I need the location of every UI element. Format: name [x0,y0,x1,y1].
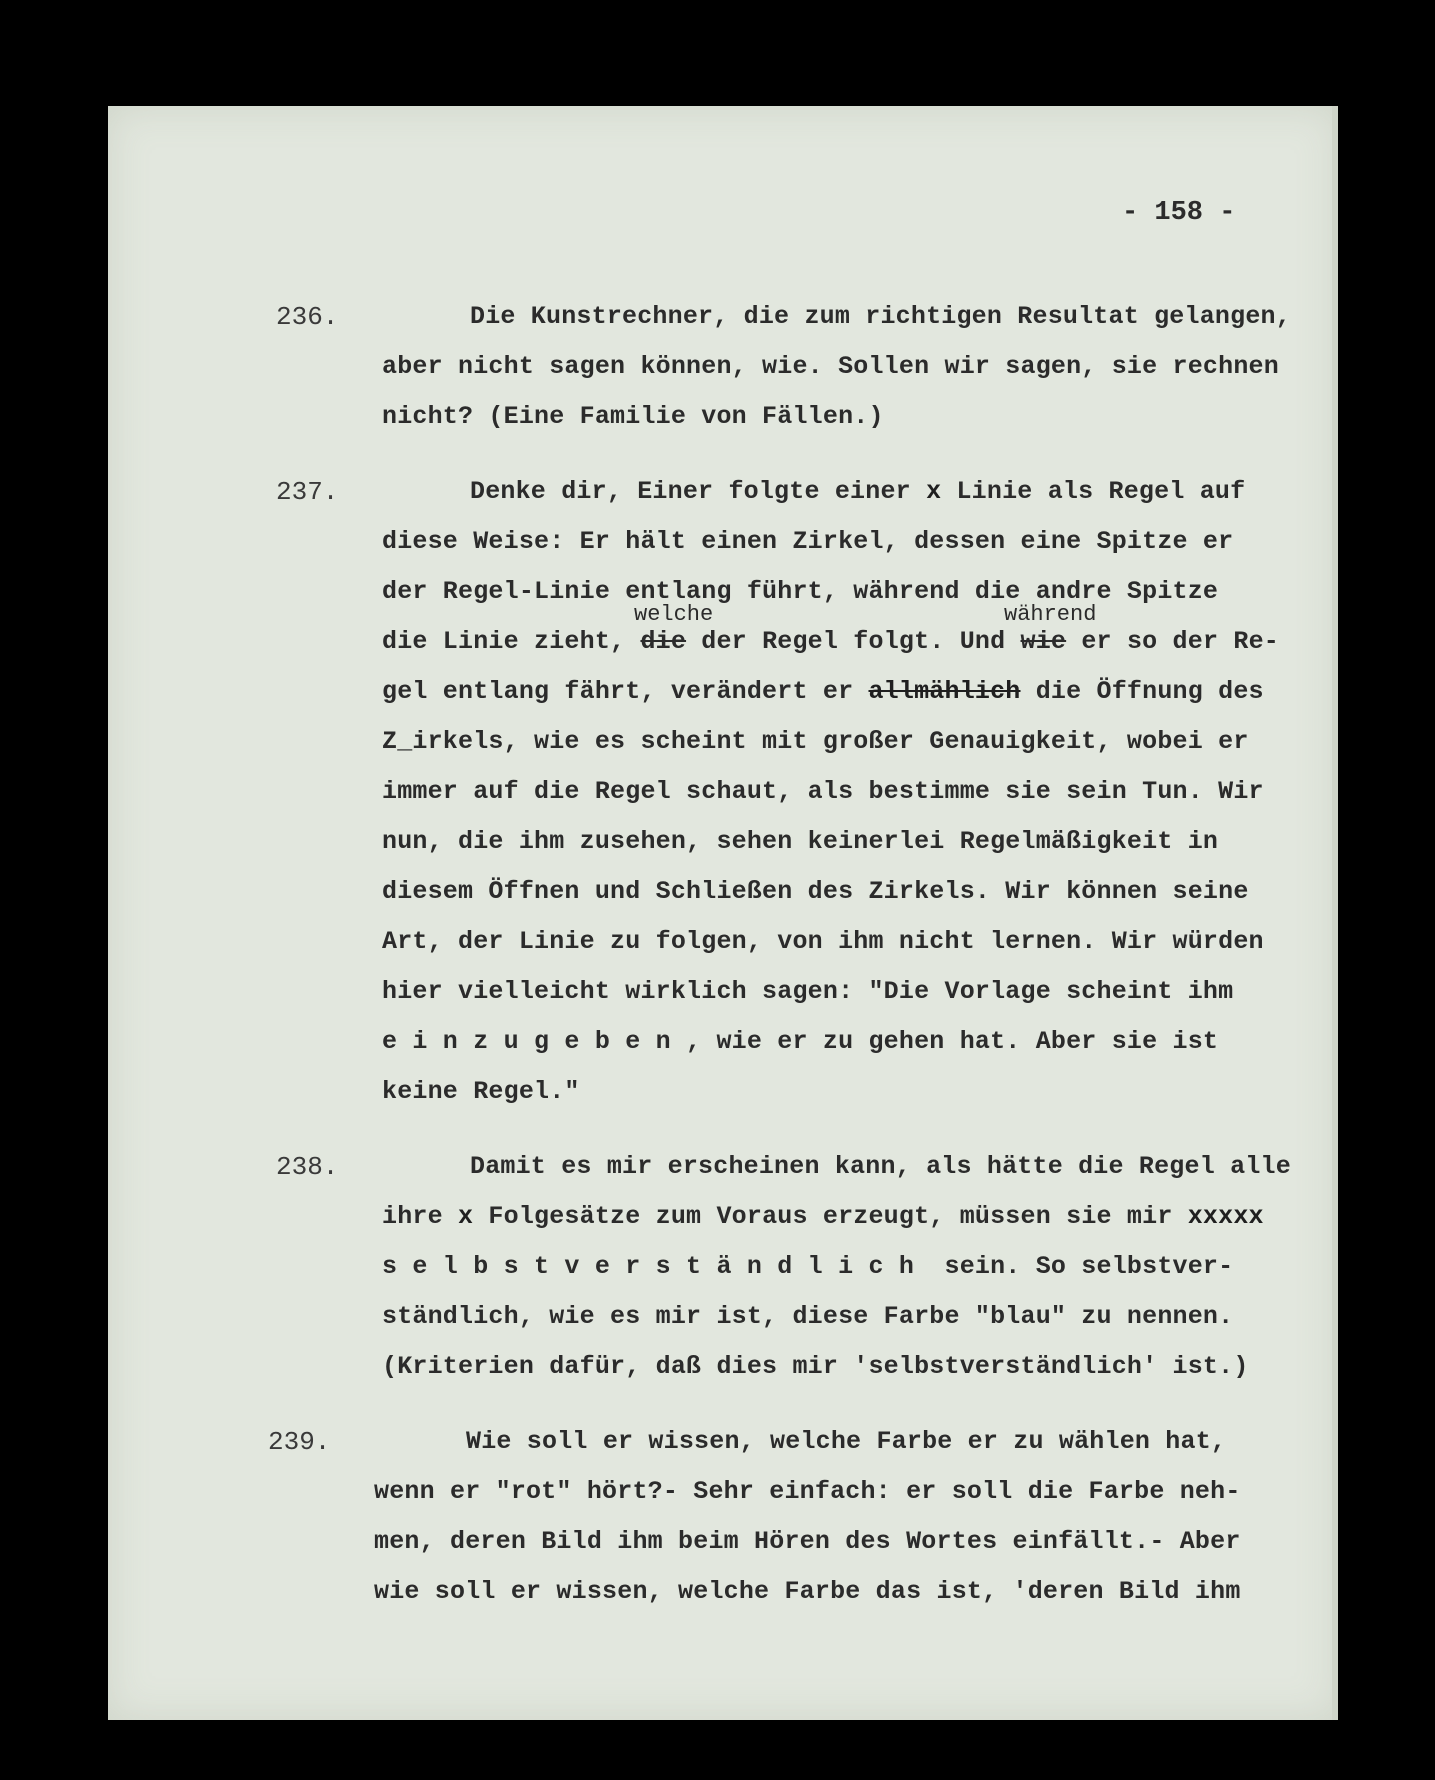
remark-239-line-4: wie soll er wissen, welche Farbe das ist, 'deren Bild ihm [374,1577,1241,1606]
page-number: - 158 - [1122,198,1236,228]
remark-237-line-5 [382,677,1264,706]
line-text: Linie als Regel auf [941,477,1246,506]
typed-over-word: allmählich [868,677,1021,706]
line-text: der Regel folgt. Und [686,627,1021,656]
line-text: gel entlang fährt, verändert er [382,677,869,706]
struck-word: wie [1020,627,1067,656]
line-text: Denke dir, Einer folgte einer [470,477,927,506]
typed-over-letter: x [458,1202,474,1231]
remark-237-line-10: Art, der Linie zu folgen, von ihm nicht lernen. Wir würden [382,927,1264,956]
remark-238-line-4: ständlich, wie es mir ist, diese Farbe "blau" zu nennen. [382,1302,1234,1331]
remark-number-238: 238. [276,1152,339,1182]
remark-237-line-12: e i n z u g e b e n , wie er zu gehen hat. Aber sie ist [382,1027,1219,1056]
remark-237-line-11: hier vielleicht wirklich sagen: "Die Vorlage scheint ihm [382,977,1234,1006]
interlinear-insert-welche: welche [634,602,714,627]
remark-238-line-2 [382,1202,1264,1231]
remark-237-line-3: der Regel-Linie entlang führt, während die andre Spitze [382,577,1219,606]
remark-236-line-2: aber nicht sagen können, wie. Sollen wir sagen, sie rechnen [382,352,1279,381]
remark-237-line-9: diesem Öffnen und Schließen des Zirkels. Wir können seine [382,877,1249,906]
remark-239-line-3: men, deren Bild ihm beim Hören des Wortes einfällt.- Aber [374,1527,1241,1556]
typed-over-word: xxxxx [1187,1202,1264,1231]
remark-237-line-4 [382,627,1279,656]
remark-238-line-3: s e l b s t v e r s t ä n d l i c h sein. So selbstver- [382,1252,1234,1281]
line-text: die Linie zieht, [382,627,641,656]
struck-word: die [640,627,687,656]
remark-236-line-3: nicht? (Eine Familie von Fällen.) [382,402,884,431]
remark-237-line-13: keine Regel." [382,1077,580,1106]
line-text: die Öffnung des [1020,677,1264,706]
line-text: er so der Re- [1066,627,1279,656]
interlinear-insert-waehrend: während [1004,602,1097,627]
remark-237-line-7: immer auf die Regel schaut, als bestimme sie sein Tun. Wir [382,777,1264,806]
remark-239-line-1: Wie soll er wissen, welche Farbe er zu wählen hat, [466,1427,1227,1456]
line-text: ihre [382,1202,459,1231]
remark-236-line-1: Die Kunstrechner, die zum richtigen Resultat gelangen, [470,302,1291,331]
remark-number-239: 239. [268,1427,331,1457]
remark-237-line-8: nun, die ihm zusehen, sehen keinerlei Regelmäßigkeit in [382,827,1219,856]
remark-237-line-1 [470,477,1245,506]
remark-237-line-2: diese Weise: Er hält einen Zirkel, dessen eine Spitze er [382,527,1234,556]
remark-239-line-2: wenn er "rot" hört?- Sehr einfach: er soll die Farbe neh- [374,1477,1241,1506]
remark-237-line-6: Z_irkels, wie es scheint mit großer Genauigkeit, wobei er [382,727,1249,756]
remark-number-236: 236. [276,302,339,332]
typed-over-letter: x [926,477,942,506]
line-text: Folgesätze zum Voraus erzeugt, müssen sie mir [473,1202,1188,1231]
remark-238-line-1: Damit es mir erscheinen kann, als hätte die Regel alle [470,1152,1291,1181]
remark-number-237: 237. [276,477,339,507]
remark-238-line-5: (Kriterien dafür, daß dies mir 'selbstverständlich' ist.) [382,1352,1249,1381]
